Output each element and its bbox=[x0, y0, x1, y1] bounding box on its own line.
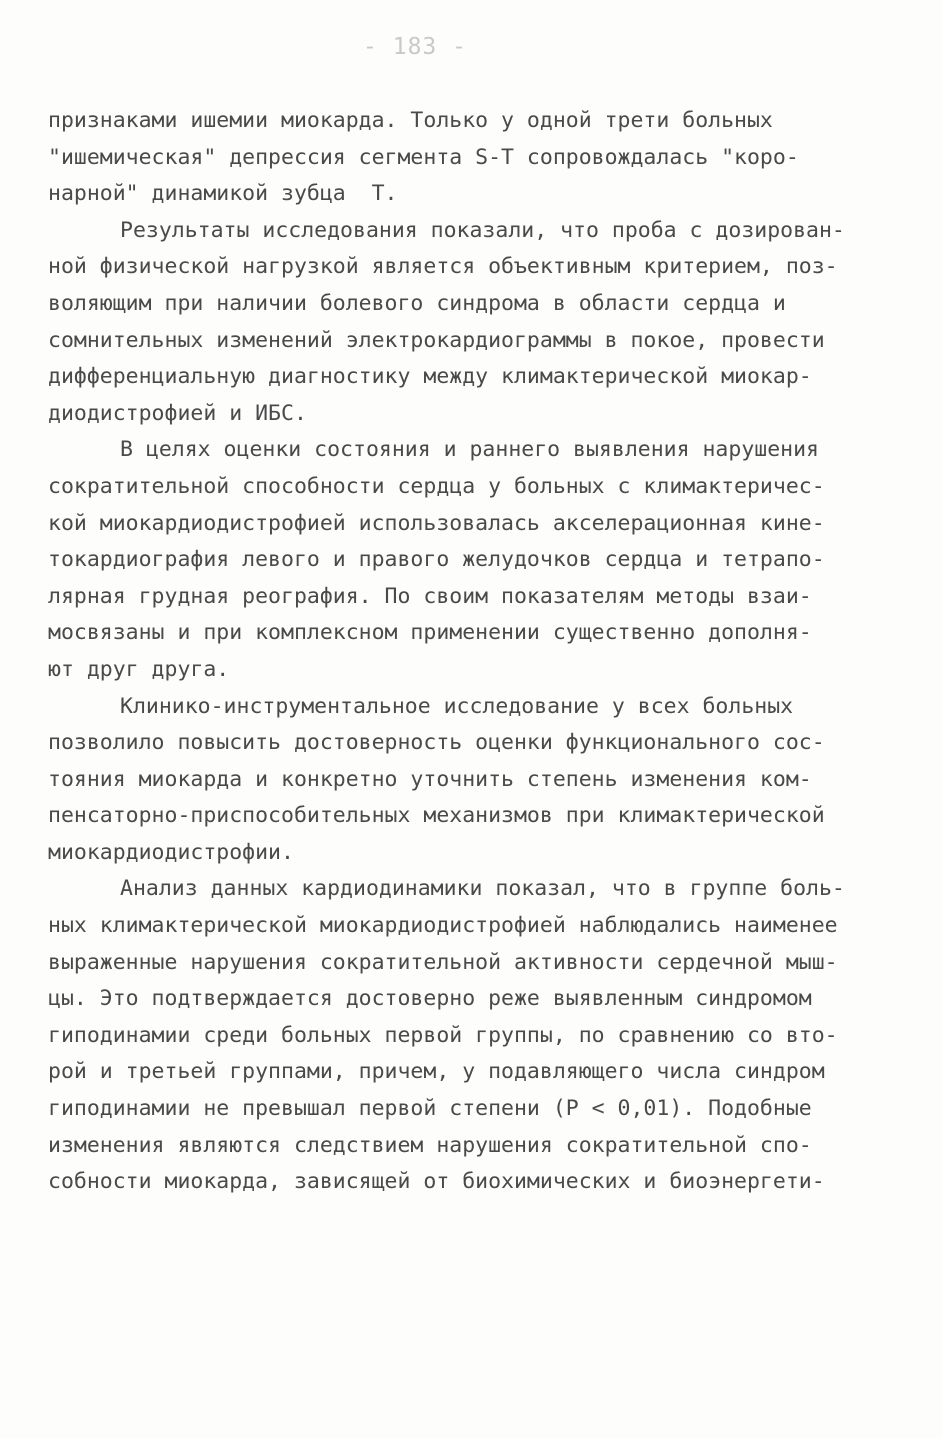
text-line: токардиография левого и правого желудочков сердца и тетрапо- bbox=[48, 547, 825, 573]
text-line: Результаты исследования показали, что проба с дозирован- bbox=[120, 217, 845, 243]
text-line: собности миокарда, зависящей от биохимических и биоэнергети- bbox=[48, 1169, 825, 1195]
text-line: тояния миокарда и конкретно уточнить степень изменения ком- bbox=[48, 766, 812, 792]
text-line: дифференциальную диагностику между климактерической миокар- bbox=[48, 364, 812, 390]
text-line: лярная грудная реография. По своим показателям методы взаи- bbox=[48, 583, 812, 609]
text-line: ют друг друга. bbox=[48, 656, 230, 682]
text-line: Клинико-инструментальное исследование у всех больных bbox=[120, 693, 794, 719]
text-line: В целях оценки состояния и раннего выявления нарушения bbox=[120, 437, 819, 463]
text-line: гиподинамии среди больных первой группы, по сравнению со вто- bbox=[48, 1022, 838, 1048]
text-line: диодистрофией и ИБС. bbox=[48, 400, 307, 426]
text-line: ных климактерической миокардиодистрофией наблюдались наименее bbox=[48, 913, 838, 939]
text-line: мосвязаны и при комплексном применении существенно дополня- bbox=[48, 620, 812, 646]
text-line: Анализ данных кардиодинамики показал, что в группе боль- bbox=[120, 876, 845, 902]
text-line: воляющим при наличии болевого синдрома в области сердца и bbox=[48, 290, 786, 316]
text-line: сократительной способности сердца у больных с климактеричес- bbox=[48, 473, 825, 499]
text-line: сомнительных изменений электрокардиограммы в покое, провести bbox=[48, 327, 825, 353]
text-line: "ишемическая" депрессия сегмента S-T сопровождалась "коро- bbox=[48, 144, 799, 170]
body-text bbox=[48, 103, 908, 1201]
text-line: изменения являются следствием нарушения сократительной спо- bbox=[48, 1132, 812, 1158]
text-line: пенсаторно-приспособительных механизмов при климактерической bbox=[48, 803, 825, 829]
text-line: выраженные нарушения сократительной активности сердечной мыш- bbox=[48, 949, 838, 975]
text-line: ной физической нагрузкой является объективным критерием, поз- bbox=[48, 254, 838, 280]
text-line: признаками ишемии миокарда. Только у одной трети больных bbox=[48, 108, 773, 133]
text-line: гиподинамии не превышал первой степени (P < 0,01). Подобные bbox=[48, 1096, 812, 1122]
page-number: - 183 - bbox=[363, 34, 467, 60]
text-line: миокардиодистрофии. bbox=[48, 839, 294, 865]
text-line: позволило повысить достоверность оценки функционального сос- bbox=[48, 730, 825, 756]
text-line: нарной" динамикой зубца T. bbox=[48, 181, 398, 207]
text-line: рой и третьей группами, причем, у подавляющего числа синдром bbox=[48, 1059, 825, 1085]
text-line: цы. Это подтверждается достоверно реже выявленным синдромом bbox=[48, 986, 812, 1012]
text-line: кой миокардиодистрофией использовалась акселерационная кине- bbox=[48, 510, 825, 536]
